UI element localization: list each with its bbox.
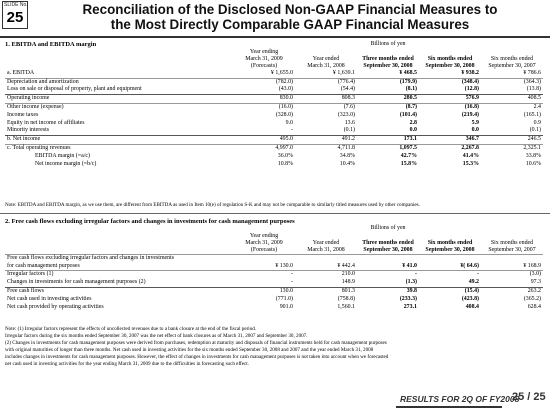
table-cell: ¥ 168.9 (523, 262, 541, 269)
table-cell: 408.4 (465, 303, 479, 310)
table-cell: 495.0 (233, 136, 295, 145)
table-cell: 576.9 (419, 95, 481, 104)
table-cell: (54.4) (340, 86, 355, 93)
section-2-notes (5, 326, 388, 367)
row-label: Changes in investments for cash management purposes (2) (7, 279, 146, 286)
table-row (5, 144, 543, 152)
table-cell: 39.8 (357, 287, 419, 295)
table-row (5, 153, 543, 161)
table-cell: (0.1) (529, 127, 541, 134)
table-cell: (7.6) (295, 103, 357, 111)
column-header-line: March 31, 2009 (245, 55, 283, 62)
row-label: Free cash flows excluding irregular factors and changes in investments (5, 254, 233, 262)
table-cell: 1,560.1 (337, 303, 355, 310)
slide-number-box (2, 1, 28, 29)
footnote-line: includes changes in investments for cash management purposes. However, the effect of changes in investments for cash management purposes is not taken into account when we forecasted (5, 353, 389, 360)
slide-number: 25 (6, 9, 24, 26)
column-header-line: Three months ended (362, 55, 414, 62)
table-cell: 901.0 (279, 303, 293, 310)
row-label: Operating income (5, 95, 233, 104)
column-header (233, 233, 295, 255)
table-cell: 15.8% (400, 160, 417, 167)
table-cell: (43.0) (278, 86, 293, 93)
table-cell: 9.0 (285, 119, 293, 126)
table-cell: ¥ 1,655.0 (270, 69, 293, 76)
page-title (60, 2, 520, 32)
table-cell: (323.0) (337, 111, 355, 118)
table-cell: 210.0 (295, 271, 357, 279)
table-cell: 2.8 (409, 119, 417, 126)
table-cell (233, 254, 295, 262)
table-row (5, 136, 543, 145)
table-cell: ¥ 1,639.1 (332, 69, 355, 76)
table-cell: ¥ 938.2 (461, 69, 479, 76)
table-cell: 13.6 (344, 119, 355, 126)
table-cell: 10.8% (277, 160, 293, 167)
table-cell: 808.3 (295, 95, 357, 104)
table-cell: ¥ 41.0 (402, 262, 417, 269)
row-label: Other income (expense) (5, 103, 233, 111)
row-label: Equity in net income of affiliates (7, 119, 85, 126)
table-cell: 97.3 (530, 279, 541, 286)
table-cell: 34.8% (339, 152, 355, 159)
column-header (295, 233, 357, 255)
table-cell: ¥ 786.6 (523, 69, 541, 76)
footnote-line: (2) Changes in investments for cash management purposes were derived from purchases, redemption at maturity and disposals of financial instruments held for cash management purposes (5, 339, 387, 346)
row-label: Irregular factors (1) (5, 271, 233, 279)
ebitda-table (5, 41, 543, 168)
table-cell: (165.1) (523, 111, 541, 118)
row-label: b. Net income (5, 136, 233, 145)
table-cell: 173.1 (357, 136, 419, 145)
footer-rule (396, 406, 502, 408)
row-label: a. EBITDA (7, 69, 35, 76)
table-row (5, 161, 543, 169)
table-cell: - (233, 271, 295, 279)
table-cell: (101.4) (399, 111, 417, 118)
row-label: Net cash used in investing activities (7, 295, 92, 302)
column-header-line: March 31, 2009 (245, 239, 283, 246)
table-cell: 0.9 (533, 119, 541, 126)
table-cell: (3.0) (481, 271, 543, 279)
table-cell: (179.9) (357, 78, 419, 86)
table-cell: 15.3% (462, 160, 479, 167)
section-divider (0, 213, 550, 214)
table-cell: (8.7) (357, 103, 419, 111)
table-cell: 346.7 (419, 136, 481, 145)
column-header-line: Year ending (249, 232, 279, 239)
table-cell: - (291, 127, 293, 134)
table-row (5, 86, 543, 94)
table-cell: 10.4% (339, 160, 355, 167)
table-cell: 280.5 (357, 95, 419, 104)
table-cell: 148.9 (341, 279, 355, 286)
table-cell: - (291, 279, 293, 286)
table-cell: (364.3) (481, 78, 543, 86)
row-label: Free cash flows (5, 287, 233, 295)
column-header-line: Six months ended (427, 55, 473, 62)
unit-label: Billions of yen (370, 41, 406, 47)
table-cell: 10.6% (525, 160, 541, 167)
table-row (5, 112, 543, 120)
table-cell: (233.3) (399, 295, 417, 302)
section-1-note: Note: EBITDA and EBITDA margin, as we use them, are different from EBITDA as used in Item 10(e) of regulation S-K and may not be comparable to similarly titled measures used by other companies. (5, 202, 420, 208)
table-cell: 42.7% (400, 152, 417, 159)
column-header (419, 49, 481, 70)
table-cell (357, 254, 419, 262)
table-cell: (348.4) (419, 78, 481, 86)
table-cell: 491.2 (295, 136, 357, 145)
table-cell: (771.0) (275, 295, 293, 302)
table-cell: 273.1 (403, 303, 417, 310)
footnote-line: net cash used in investing activities for the year ending March 31, 2009 due to the difficulties in forecasting such effect. (5, 360, 249, 367)
table-row (5, 271, 543, 279)
table-row (5, 296, 543, 304)
footnote-line: Note: (1) Irregular factors represent the effects of uncollected revenues due to a bank closure at the end of the fiscal period. (5, 326, 257, 332)
column-header-line: March 31, 2008 (307, 246, 345, 253)
section-2-heading: 2. Free cash flows excluding irregular factors and changes in investments for cash management purposes (5, 218, 295, 225)
column-header (357, 49, 419, 70)
column-header (295, 49, 357, 70)
table-cell: (16.8) (419, 103, 481, 111)
row-label: EBITDA margin (=a/c) (35, 152, 90, 159)
title-divider (0, 36, 550, 38)
table-cell: - (419, 271, 481, 279)
table-cell: (423.8) (461, 295, 479, 302)
column-header (233, 49, 295, 70)
table-cell: (0.1) (343, 127, 355, 134)
column-header (481, 49, 543, 70)
table-row (5, 279, 543, 287)
table-cell: ¥( 64.6) (460, 262, 479, 269)
title-line-1: Reconciliation of the Disclosed Non-GAAP Financial Measures to (82, 2, 498, 17)
footnote-line: with original maturities of longer than three months. Net cash used in investing activities for the six months ended September 30, 2008 and 2007 and the year ended March 31, 2008 (5, 346, 374, 353)
column-header-line: Six months ended (490, 239, 534, 246)
table-cell: (776.4) (295, 78, 357, 86)
table-cell: 246.5 (481, 136, 543, 145)
row-label: for cash management purposes (7, 262, 80, 269)
column-header-line: September 30, 2008 (425, 246, 475, 253)
table-cell: 49.2 (468, 279, 479, 286)
column-header-line: Year ending (249, 48, 279, 55)
row-label: Loss on sale or disposal of property, plant and equipment (7, 86, 142, 93)
table-row (5, 254, 543, 262)
free-cash-flow-table (5, 225, 543, 311)
table-cell: (219.4) (461, 111, 479, 118)
column-header (419, 233, 481, 255)
table-cell: (16.0) (233, 103, 295, 111)
table-cell: 830.0 (233, 95, 295, 104)
table-cell: (8.1) (405, 86, 417, 93)
table-cell: 4,711.8 (295, 144, 357, 152)
table-cell: (15.4) (419, 287, 481, 295)
table-cell: (12.8) (464, 86, 479, 93)
table-cell: (365.2) (523, 295, 541, 302)
row-label: Depreciation and amortization (5, 78, 233, 86)
table-cell: ¥ 442.4 (337, 262, 355, 269)
table-cell: ¥ 130.0 (275, 262, 293, 269)
slide-number-label: SLIDE No. (4, 2, 28, 8)
row-label: Income taxes (7, 111, 39, 118)
footer-title: RESULTS FOR 2Q OF FY2008 (400, 394, 520, 404)
table-row (5, 304, 543, 312)
table-row (5, 287, 543, 295)
table-cell: 0.0 (409, 127, 417, 134)
table-cell: 263.2 (481, 287, 543, 295)
table-row (5, 103, 543, 111)
column-header (481, 233, 543, 255)
table-cell: (13.8) (526, 86, 541, 93)
table-cell: 33.8% (525, 152, 541, 159)
table-row (5, 120, 543, 128)
table-cell: 41.4% (462, 152, 479, 159)
table-row (5, 127, 543, 135)
column-header-line: September 30, 2008 (363, 62, 413, 69)
table-cell: - (357, 271, 419, 279)
table-cell: 628.4 (527, 303, 541, 310)
table-cell: (758.8) (337, 295, 355, 302)
table-cell: 801.3 (295, 287, 357, 295)
page-number: 25 / 25 (512, 391, 546, 403)
row-label: Net cash provided by operating activities (7, 303, 104, 310)
table-row (5, 95, 543, 104)
column-header-line: (Forecasts) (250, 62, 278, 69)
table-cell: 2,267.8 (419, 144, 481, 152)
table-cell (481, 254, 543, 262)
table-cell (295, 254, 357, 262)
column-header-line: March 31, 2008 (307, 62, 345, 69)
unit-label: Billions of yen (370, 225, 406, 231)
table-cell: (782.0) (233, 78, 295, 86)
table-cell: ¥ 468.5 (399, 69, 417, 76)
column-header-line: September 30, 2008 (363, 246, 413, 253)
column-header-line: (Forecasts) (250, 246, 278, 253)
table-cell: 0.0 (471, 127, 479, 134)
table-cell: (1.3) (405, 279, 417, 286)
row-label: c. Total operating revenues (5, 144, 233, 152)
footnote-line: Irregular factors during the six months ended September 30, 2007 was the net effect of bank closures as of March 31, 2007 and September 30, 2007. (5, 332, 308, 339)
table-cell: 408.5 (481, 95, 543, 104)
table-row (5, 263, 543, 271)
column-header-line: Six months ended (490, 55, 534, 62)
title-line-2: the Most Directly Comparable GAAP Financial Measures (110, 17, 470, 32)
table-cell: 4,997.0 (233, 144, 295, 152)
section-1-heading: 1. EBITDA and EBITDA margin (5, 41, 97, 48)
table-cell: 2,325.1 (481, 144, 543, 152)
row-label: Net income margin (=b/c) (35, 160, 97, 167)
column-header-line: Six months ended (427, 239, 473, 246)
table-cell: 1,097.5 (357, 144, 419, 152)
table-cell: 2.4 (481, 103, 543, 111)
table-cell (419, 254, 481, 262)
table-cell: 36.0% (277, 152, 293, 159)
column-header-line: Three months ended (362, 239, 414, 246)
column-header-line: September 30, 2007 (488, 62, 536, 69)
table-cell: (328.0) (275, 111, 293, 118)
column-header-line: September 30, 2008 (425, 62, 475, 69)
column-header-line: Year ended (312, 55, 340, 62)
column-header-line: Year ended (312, 239, 340, 246)
table-cell: 130.0 (233, 287, 295, 295)
table-row (5, 70, 543, 78)
column-header-line: September 30, 2007 (488, 246, 536, 253)
table-cell: 5.9 (471, 119, 479, 126)
column-header (357, 233, 419, 255)
row-label: Minority interests (7, 127, 50, 134)
